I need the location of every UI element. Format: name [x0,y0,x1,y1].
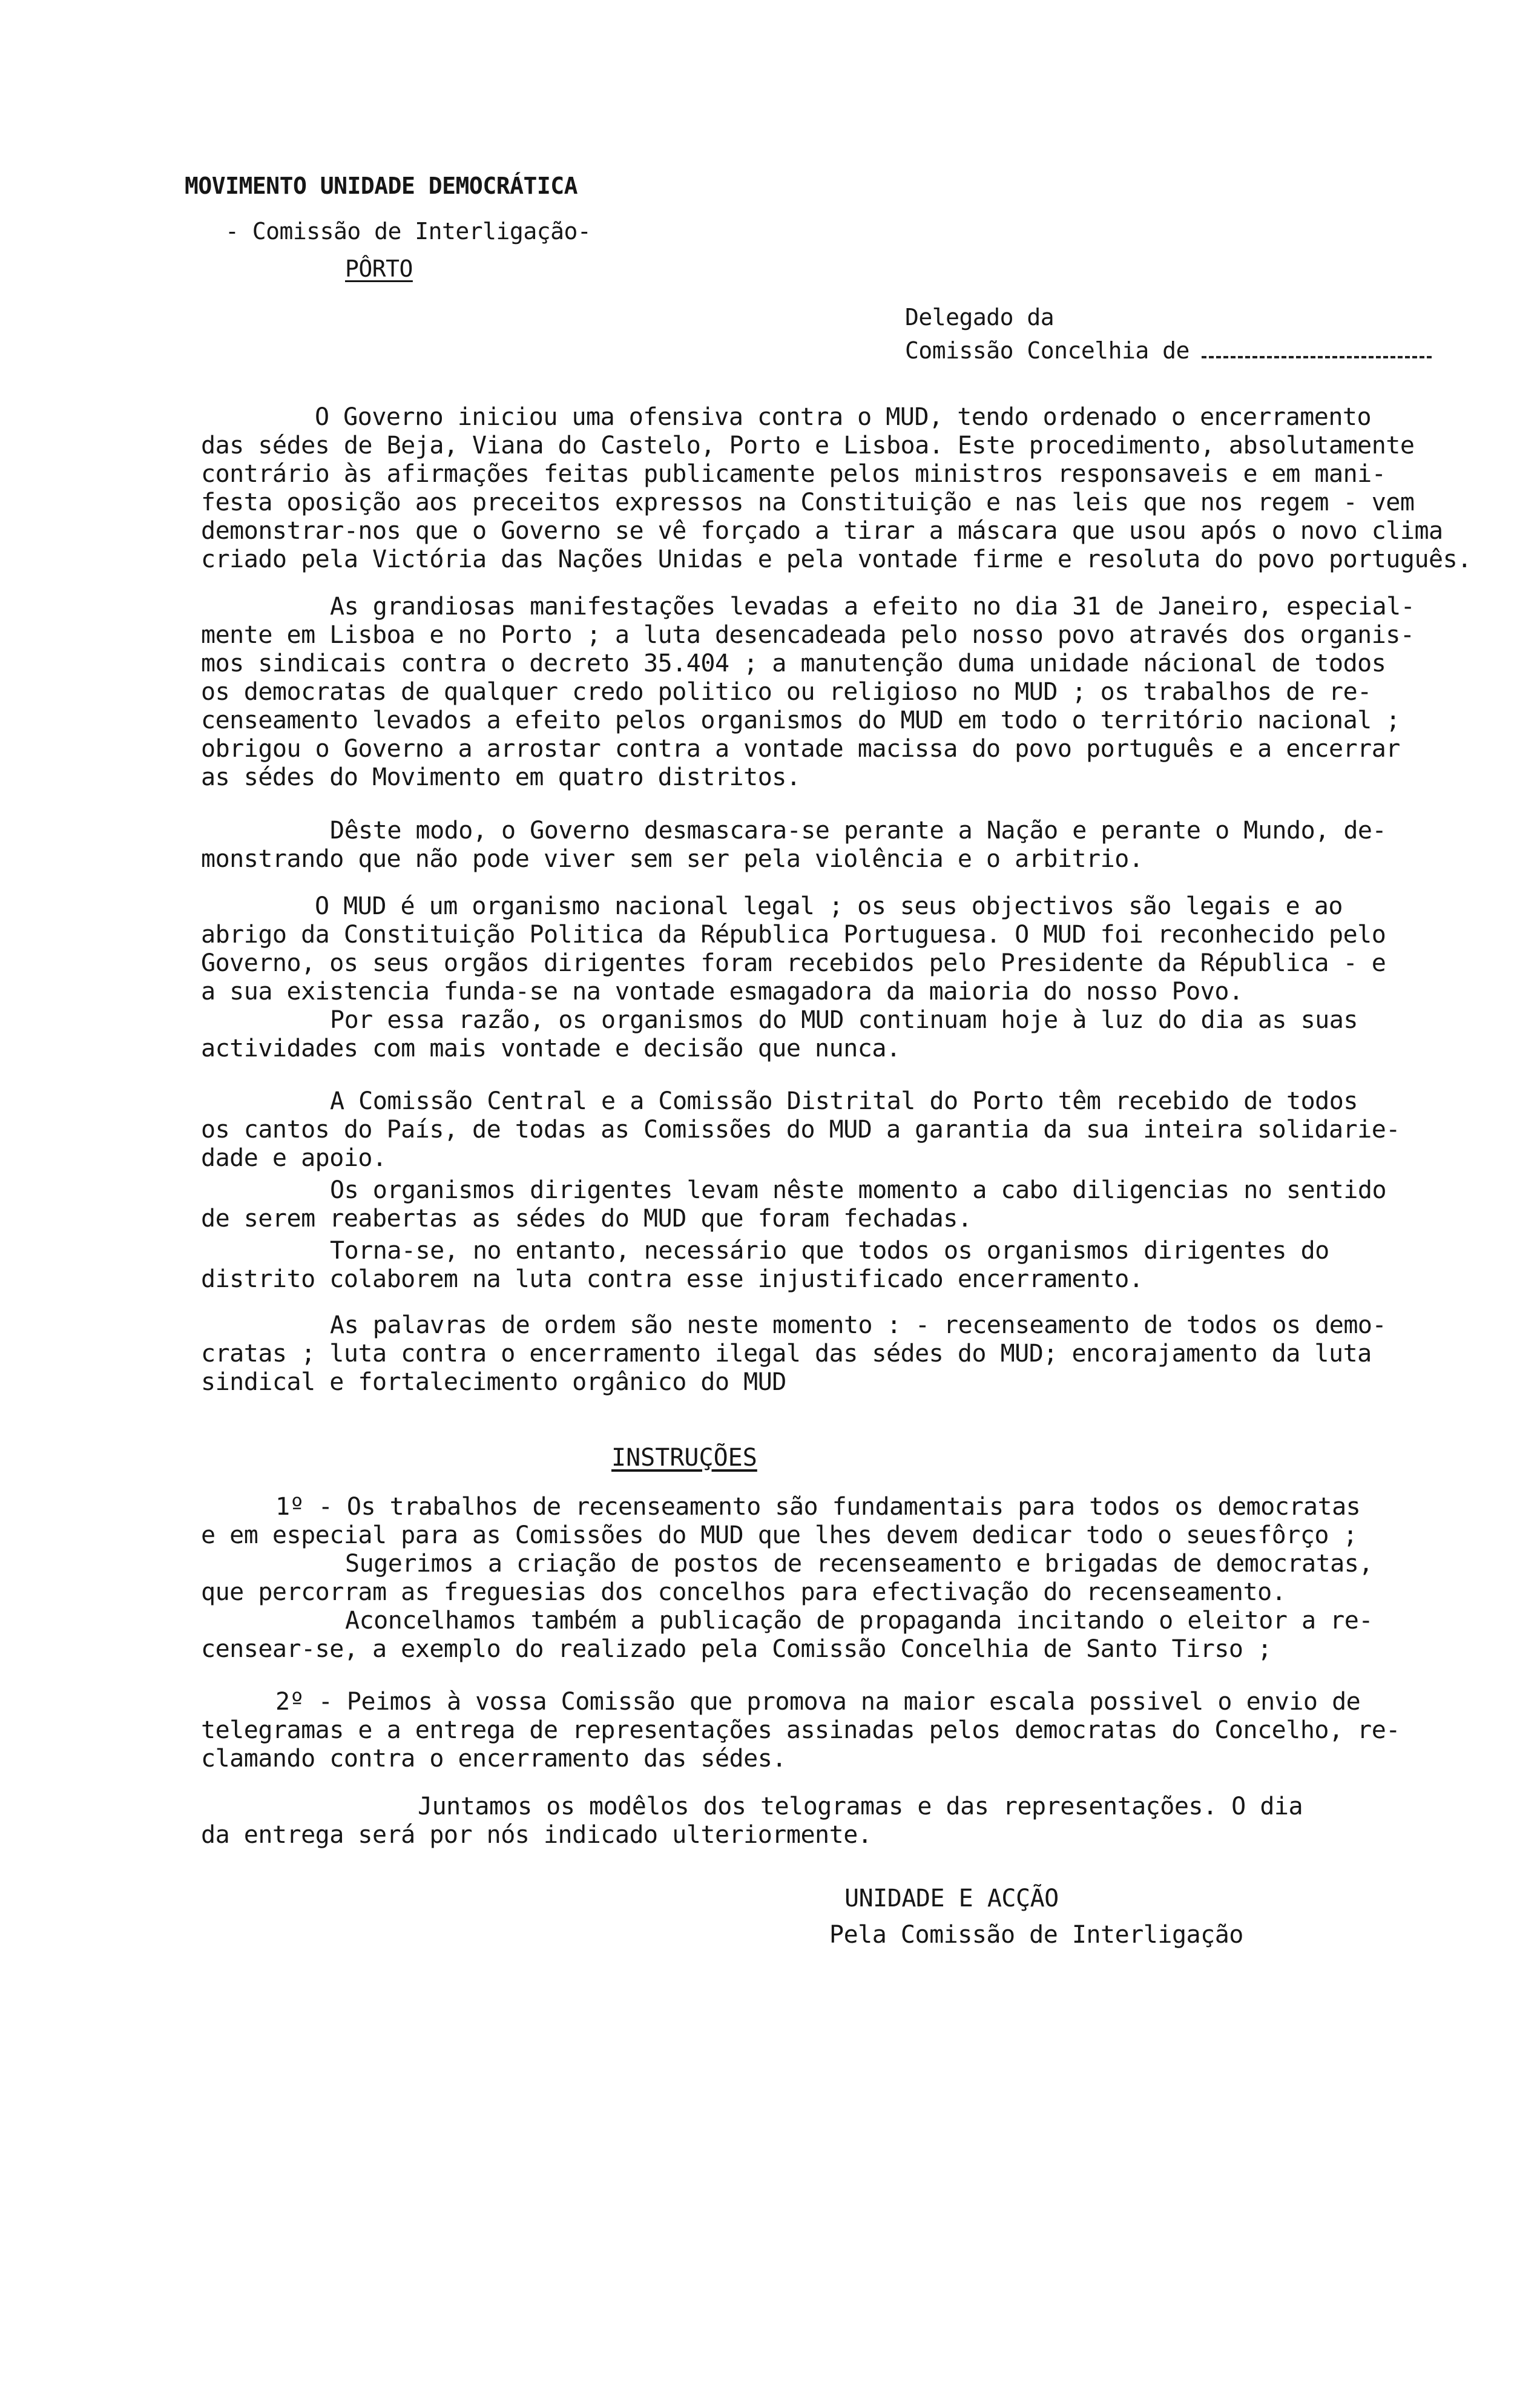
body-line: distrito colaborem na luta contra esse injustificado encerramento. [201,1265,1143,1293]
delegate-label: Delegado da [905,304,1055,331]
instruction-line: telegramas e a entrega de representações assinadas pelos democratas do Concelho, re- [201,1716,1400,1744]
body-line: Torna-se, no entanto, necessário que todos os organismos dirigentes do [330,1237,1329,1265]
body-line: O Governo iniciou uma ofensiva contra o MUD, tendo ordenado o encerramento [315,403,1372,431]
instructions-heading: INSTRUÇÕES [611,1444,757,1472]
body-line: demonstrar-nos que o Governo se vê forçado a tirar a máscara que usou após o novo clima [201,517,1443,545]
commission-name: - Comissão de Interligação- [225,218,591,245]
instruction-line: Sugerimos a criação de postos de recenseamento e brigadas de democratas, [345,1550,1373,1578]
body-line: as sédes do Movimento em quatro distritos. [201,763,801,791]
instruction-line: censear-se, a exemplo do realizado pela Comissão Concelhia de Santo Tirso ; [201,1635,1272,1663]
body-line: mente em Lisboa e no Porto ; a luta desencadeada pelo nosso povo através dos organis- [201,621,1415,649]
organization-title: MOVIMENTO UNIDADE DEMOCRÁTICA [185,173,578,199]
body-line: dade e apoio. [201,1144,387,1172]
body-line: contrário às afirmações feitas publicamente pelos ministros responsaveis e em mani- [201,460,1386,488]
body-line: O MUD é um organismo nacional legal ; os seus objectivos são legais e ao [315,892,1343,920]
delegate-commission-label: Comissão Concelhia de [905,336,1432,365]
body-line: os democratas de qualquer credo politico ou religioso no MUD ; os trabalhos de re- [201,678,1372,706]
body-line: a sua existencia funda-se na vontade esmagadora da maioria do nosso Povo. [201,978,1243,1006]
closing-line: Juntamos os modêlos dos telogramas e das representações. O dia [418,1793,1303,1820]
body-line: Os organismos dirigentes levam nêste momento a cabo diligencias no sentido [330,1176,1387,1204]
body-line: Por essa razão, os organismos do MUD continuam hoje à luz do dia as suas [330,1006,1358,1034]
instruction-line: que percorram as freguesias dos concelhos para efectivação do recenseamento. [201,1578,1286,1606]
city-name: PÔRTO [345,255,413,282]
body-line: actividades com mais vontade e decisão que nunca. [201,1035,901,1062]
closing-line: da entrega será por nós indicado ulteriormente. [201,1821,872,1849]
body-line: A Comissão Central e a Comissão Distrital do Porto têm recebido de todos [330,1087,1358,1115]
body-line: festa oposição aos preceitos expressos na Constituição e nas leis que nos regem - vem [201,489,1415,516]
motto: UNIDADE E ACÇÃO [844,1885,1059,1912]
body-line: censeamento levados a efeito pelos organismos do MUD em todo o território nacional ; [201,706,1400,734]
body-line: de serem reabertas as sédes do MUD que foram fechadas. [201,1205,972,1233]
body-line: monstrando que não pode viver sem ser pela violência e o arbitrio. [201,845,1143,873]
body-line: As palavras de ordem são neste momento : - recenseamento de todos os demo- [330,1311,1387,1339]
body-line: mos sindicais contra o decreto 35.404 ; a manutenção duma unidade nácional de todos [201,650,1386,677]
instruction-line: clamando contra o encerramento das sédes. [201,1745,786,1773]
body-line: As grandiosas manifestações levadas a efeito no dia 31 de Janeiro, especial- [330,593,1415,621]
blank-fill-line [1202,356,1432,358]
instruction-line: 2º - Peimos à vossa Comissão que promova na maior escala possivel o envio de [275,1688,1361,1716]
body-line: cratas ; luta contra o encerramento ilegal das sédes do MUD; encorajamento da luta [201,1340,1372,1368]
body-line: abrigo da Constituição Politica da Républica Portuguesa. O MUD foi reconhecido pelo [201,921,1386,949]
body-line: os cantos do País, de todas as Comissões do MUD a garantia da sua inteira solidarie- [201,1116,1400,1144]
body-line: Governo, os seus orgãos dirigentes foram recebidos pelo Presidente da Républica - e [201,949,1386,977]
instruction-line: e em especial para as Comissões do MUD que lhes devem dedicar todo o seuesfôrço ; [201,1521,1358,1549]
body-line: das sédes de Beja, Viana do Castelo, Porto e Lisboa. Este procedimento, absolutamente [201,432,1415,459]
body-line: sindical e fortalecimento orgânico do MUD [201,1368,786,1396]
instruction-line: Aconcelhamos também a publicação de propaganda incitando o eleitor a re- [345,1607,1373,1635]
body-line: Dêste modo, o Governo desmascara-se perante a Nação e perante o Mundo, de- [330,817,1387,845]
body-line: obrigou o Governo a arrostar contra a vontade macissa do povo português e a encerrar [201,735,1400,763]
body-line: criado pela Victória das Nações Unidas e pela vontade firme e resoluta do povo português. [201,545,1472,573]
instruction-line: 1º - Os trabalhos de recenseamento são fundamentais para todos os democratas [275,1493,1361,1521]
signatory: Pela Comissão de Interligação [829,1921,1243,1949]
